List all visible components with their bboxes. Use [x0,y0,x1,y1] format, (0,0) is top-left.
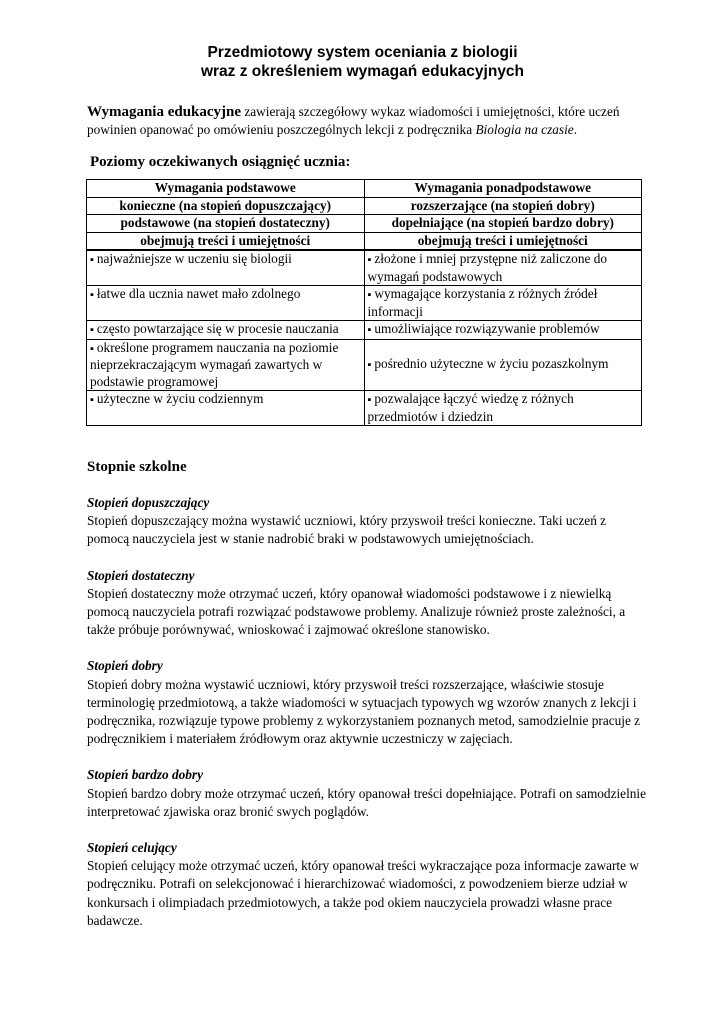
grade-description: Stopień dostateczny może otrzymać uczeń, który opanował wiadomości podstawowe i z niewielką pomocą nauczyciela potrafi rozwiązać podstawowe problemy. Analizuje również proste zależności, a także próbuje porównywać, wnioskować i zajmować określone stanowisko. [87,585,626,638]
advanced-requirement-cell [364,286,642,321]
header-cell: Wymagania ponadpodstawowe [364,180,642,198]
cell-text: pośrednio użyteczne w życiu pozaszkolnym [374,356,609,371]
table-row [87,321,642,340]
bullet-icon: ▪ [90,289,94,301]
table-row [87,250,642,286]
grade-name: Stopień celujący [87,840,177,856]
grade-name: Stopień dobry [87,658,163,674]
intro-text: zawierają szczegółowy wykaz wiadomości i umiejętności, które uczeń powinien opanować po omówieniu poszczególnych lekcji z podręcznika [87,104,620,137]
bullet-icon: ▪ [367,289,372,301]
cell-text: często powtarzające się w procesie nauczania [96,321,339,336]
grade-name: Stopień dopuszczający [87,495,210,510]
header-cell: obejmują treści i umiejętności [87,232,365,250]
bullet-icon: ▪ [90,342,94,355]
grade-block [87,766,647,821]
basic-requirement-cell [87,391,365,426]
table-row [87,286,642,321]
grade-block [87,567,647,640]
grade-block [87,657,647,748]
basic-requirement-cell [87,250,365,286]
advanced-requirement-cell [364,250,642,286]
cell-text: użyteczne w życiu codziennym [96,391,264,406]
cell-text: wymagające korzystania z różnych źródeł informacji [367,286,598,319]
requirements-table [86,179,642,426]
table-row [87,391,642,426]
grade-description: Stopień bardzo dobry może otrzymać uczeń, który opanował treści dopełniające. Potrafi on samodzielnie interpretować zjawiska oraz bronić swych poglądów. [87,785,647,819]
grades-section [87,458,647,948]
header-cell: dopełniające (na stopień bardzo dobry) [364,215,642,233]
title-line-2: wraz z określeniem wymagań edukacyjnych [200,63,525,80]
grade-description: Stopień dopuszczający można wystawić uczniowi, który przyswoił treści konieczne. Taki uczeń z pomocą nauczyciela jest w stanie nadrobić braki w podstawowych umiejętnościach. [87,513,607,547]
table-row [87,339,642,391]
bullet-icon: ▪ [367,324,372,336]
header-cell: rozszerzające (na stopień dobry) [364,197,642,215]
cell-text: złożone i mniej przystępne niż zaliczone do wymagań podstawowych [367,251,608,284]
advanced-requirement-cell [364,339,642,391]
cell-text: pozwalające łączyć wiedzę z różnych przedmiotów i dziedzin [367,391,574,424]
grades-heading: Stopnie szkolne [87,459,187,475]
header-cell: podstawowe (na stopień dostateczny) [87,215,365,233]
cell-text: łatwe dla ucznia nawet mało zdolnego [96,286,301,301]
grade-description: Stopień dobry można wystawić uczniowi, który przyswoił treści rozszerzające, właściwie stosuje terminologię przedmiotową, a także wiadomości w sytuacjach typowych wg wzorów znanych z lekcji i podręcznika, rozwiązuje typowe problemy z wykorzystaniem poznanych metod, samodzielnie pracuje z podręcznikiem i materiałem źródłowym oraz aktywnie uczestniczy w zajęciach. [87,676,641,747]
bullet-icon: ▪ [367,254,372,266]
grade-block [87,839,647,930]
advanced-requirement-cell [364,391,642,426]
basic-requirement-cell [87,321,365,340]
grade-name: Stopień dostateczny [87,567,195,583]
cell-text: umożliwiające rozwiązywanie problemów [374,321,600,336]
levels-heading: Poziomy oczekiwanych osiągnięć ucznia: [90,154,351,170]
grade-block [87,494,647,549]
bullet-icon: ▪ [367,394,372,406]
bullet-icon: ▪ [90,254,94,266]
basic-requirement-cell [87,339,365,391]
bullet-icon: ▪ [90,324,94,336]
document-title [0,43,725,81]
cell-text: określone programem nauczania na poziomie nieprzekraczającym wymagań zawartych w podstawie programowej [90,339,339,389]
bullet-icon: ▪ [90,394,94,406]
grade-name: Stopień bardzo dobry [87,767,203,783]
intro-book-title: Biologia na czasie [475,122,574,137]
header-cell: obejmują treści i umiejętności [364,232,642,250]
advanced-requirement-cell [364,321,642,340]
intro-paragraph [87,103,647,139]
grade-description: Stopień celujący może otrzymać uczeń, który opanował treści wykraczające poza informacje zawarte w podręczniku. Potrafi on selekcjonować i hierarchizować wiadomości, z powodzeniem bierze udział w konkursach i olimpiadach przedmiotowych, a także pod okiem nauczyciela prowadzi własne prace badawcze. [87,858,639,928]
basic-requirement-cell [87,286,365,321]
intro-term: Wymagania edukacyjne [87,104,242,120]
title-line-1: Przedmiotowy system oceniania z biologii [207,44,518,61]
cell-text: najważniejsze w uczeniu się biologii [96,251,292,266]
header-cell: Wymagania podstawowe [87,180,365,198]
bullet-icon: ▪ [367,359,372,371]
header-cell: konieczne (na stopień dopuszczający) [87,197,365,215]
intro-end: . [573,122,578,137]
